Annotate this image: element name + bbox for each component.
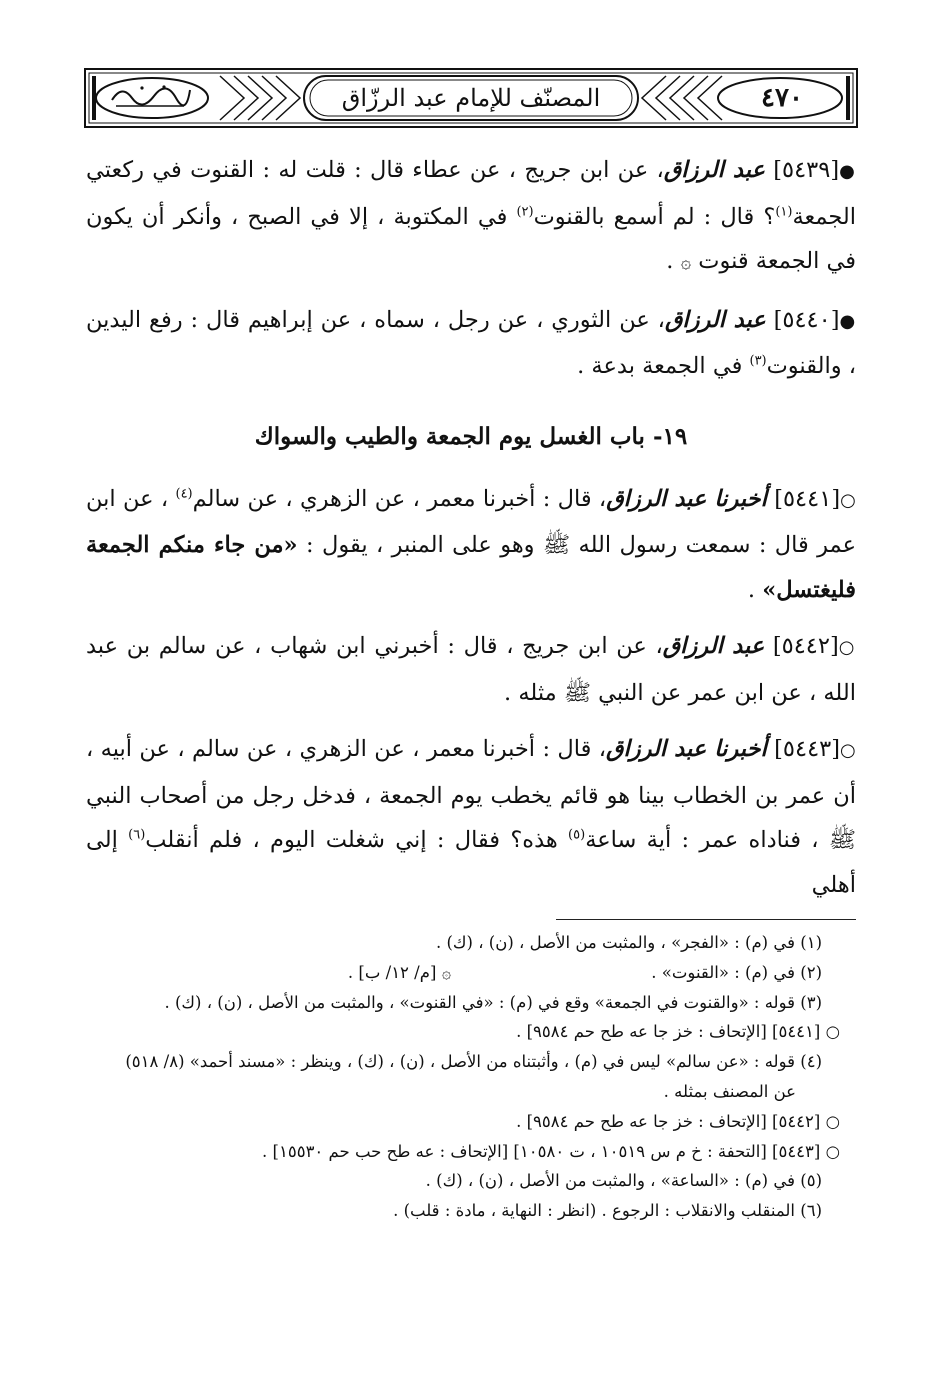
footnote-5: (٥) في (م) : «الساعة» ، والمثبت من الأصل ، (ن) ، (ك) . [425, 1171, 822, 1191]
footnote-1: (١) في (م) : «الفجر» ، والمثبت من الأصل ، (ن) ، (ك) . [436, 933, 822, 952]
hadith-text: هذه؟ فقال : إني شغلت اليوم ، فلم أنقلب [145, 827, 569, 853]
footnote-2-text: (٢) في (م) : «القنوت» . [651, 962, 822, 982]
calligraphy-seal-icon [102, 78, 202, 118]
footnote-ref[interactable]: (٢) [516, 204, 534, 219]
hadith-text: ، عن ابن جريج ، عن عطاء قال : قلت له : القنوت في ركعتي الجمعة [86, 157, 857, 230]
hadith-text: في الجمعة بدعة . [577, 353, 750, 379]
bullet-marker: ● [839, 161, 856, 182]
hadith-number: [٥٤٣٩] [773, 157, 840, 183]
bullet-marker: ● [839, 310, 856, 332]
hadith-5443 [86, 727, 856, 907]
footnote-ref[interactable]: (٣) [749, 353, 767, 369]
main-text [86, 148, 856, 907]
prophetic-quote: «من جاء منكم الجمعة فليغتسل» [86, 532, 856, 603]
footnote-separator [556, 919, 856, 920]
hadith-number: [٥٤٤٣] [774, 736, 841, 762]
chapter-heading: ١٩- باب الغسل يوم الجمعة والطيب والسواك [254, 422, 688, 450]
running-title: المصنّف للإمام عبد الرزّاق [341, 84, 601, 112]
takhrij-5441: ○ [٥٤٤١] [الإتحاف : خز جا عه طح حم ٩٥٨٤] . [516, 1022, 840, 1042]
footnote-ref[interactable]: (١) [775, 204, 793, 219]
circle-marker: ○ [840, 740, 856, 761]
circle-marker: ○ [840, 489, 856, 511]
hadith-5441 [86, 477, 856, 613]
footnote-ref[interactable]: (٦) [128, 827, 146, 843]
circle-marker: ○ [838, 637, 856, 658]
hadith-text: في المكتوبة ، إلا في الصبح ، وأنكر أن يكون في الجمعة قنوت [86, 203, 856, 274]
hadith-5439 [86, 148, 856, 286]
hadith-number: [٥٤٤١] [774, 485, 841, 512]
narrator-name: عبد الرزاق [664, 306, 766, 333]
footnote-6: (٦) المنقلب والانقلاب : الرجوع . (انظر : النهاية ، مادة : قلب) . [393, 1201, 822, 1221]
footnote-ref[interactable]: (٥) [568, 827, 586, 843]
page-header [84, 68, 858, 128]
hadith-text: ، قال : أخبرنا معمر ، عن الزهري ، عن سالم [192, 485, 607, 512]
hadith-text: ؟ قال : لم أسمع بالقنوت [533, 203, 776, 230]
hadith-5442 [86, 624, 856, 715]
hadith-text: إلى أهلي [86, 827, 856, 898]
folio-reference: ۞ [م/ ١٢/ ب] . [347, 962, 452, 982]
hadith-text: ، عن الثوري ، عن رجل ، سماه ، عن إبراهيم قال : رفع اليدين ، والقنوت [86, 306, 856, 379]
footnote-3: (٣) قوله : «والقنوت في الجمعة» وقع في (م) : «في القنوت» ، والمثبت من الأصل ، (ن) ، (ك) . [164, 992, 822, 1012]
hadith-text: ، عن ابن جريج ، قال : أخبرني ابن شهاب ، عن سالم بن عبد الله ، عن ابن عمر عن النبي ﷺ مثله . [86, 633, 856, 706]
hadith-5440 [86, 298, 856, 389]
footnote-2 [70, 958, 860, 988]
footnote-4: (٤) قوله : «عن سالم» ليس في (م) ، وأثبتناه من الأصل ، (ن) ، (ك) ، وينظر : «مسند أحمد» (٨/ ٥١٨) [125, 1052, 822, 1072]
takhrij-5442: ○ [٥٤٤٢] [الإتحاف : خز جا عه طح حم ٩٥٨٤] . [516, 1111, 840, 1131]
manuscript-folio-mark: ۞ [680, 252, 692, 273]
footnote-ref[interactable]: (٤) [175, 486, 193, 501]
hadith-text: ، قال : أخبرنا معمر ، عن الزهري ، عن سالم ، عن أبيه ، أن عمر بن الخطاب بينا هو قائم يخطب يوم الجمعة ، فدخل رجل من أصحاب النبي ﷺ ، فناداه عمر : أية ساعة [86, 736, 857, 853]
narrator-name: عبد الرزاق [662, 633, 765, 659]
takhrij-5443: ○ [٥٤٤٣] [التحفة : خ م س ١٠٥١٩ ، ت ١٠٥٨٠] [الإتحاف : عه طح حب حم ١٥٥٣٠] . [262, 1141, 840, 1161]
footnotes [70, 928, 860, 1226]
page-number: ٤٧٠ [761, 83, 803, 113]
hadith-text: . [666, 248, 681, 274]
narrator-name: أخبرنا عبد الرزاق [606, 736, 767, 762]
footnote-4-continued: عن المصنف بمثله . [663, 1081, 796, 1101]
narrator-name: عبد الرزاق [663, 157, 765, 183]
narrator-name: أخبرنا عبد الرزاق [606, 485, 767, 512]
hadith-number: [٥٤٤٠] [773, 306, 840, 333]
hadith-text: ، عن ابن عمر قال : سمعت رسول الله ﷺ وهو على المنبر ، يقول : [86, 485, 856, 558]
hadith-text: . [747, 576, 763, 603]
hadith-number: [٥٤٤٢] [772, 633, 839, 659]
